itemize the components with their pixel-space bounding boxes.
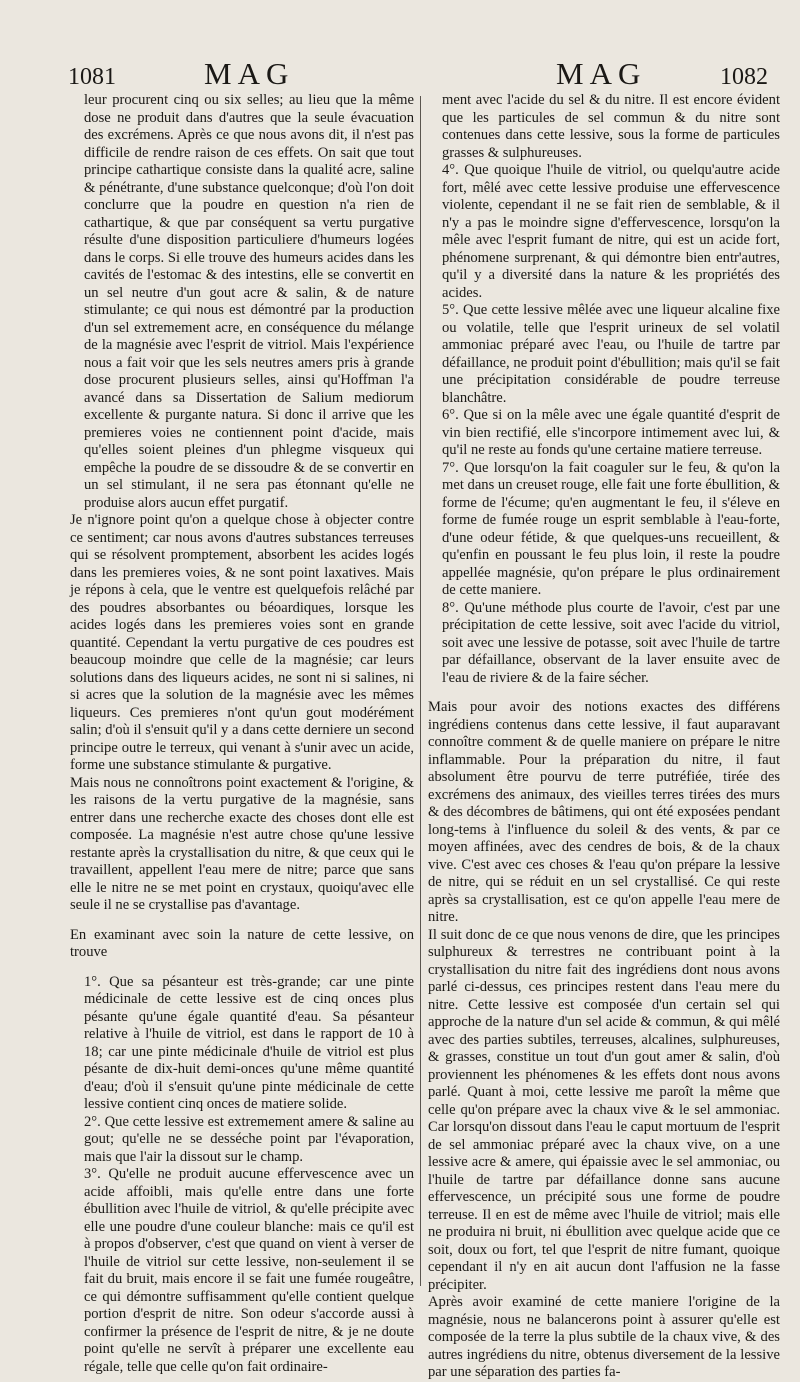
page-number-left: 1081 xyxy=(68,64,116,90)
paragraph: Mais pour avoir des notions exactes des différens ingrédiens contenus dans cette lessive, il faut auparavant connoître comment & de quelle maniere on prépare le nitre inflammable. Pour la préparation du nitre, il faut absolument être pourvu de terre putréfiée, tirée des excrémens des animaux, des vieilles terres tirées des murs & des décombres de bâtimens, qui ont été exposées pendant long-tems à l'influence du soleil & des vents, & par ce moyen affinées, avec des cendres de bois, & de la chaux vive. C'est avec ces choses & l'eau qu'on prépare la lessive de nitre, qui se réduit en un sel crystallisé. Ce qui reste après sa crystallisation, est ce qu'on appelle l'eau mere de nitre. xyxy=(428,699,780,925)
paragraph: ment avec l'acide du sel & du nitre. Il est encore évident que les particules de sel commun & du nitre sont contenues dans cette lessive, sous la forme de particules grasses & sulphureuses. xyxy=(442,92,780,161)
column-divider xyxy=(420,96,421,1286)
paragraph: Mais nous ne connoîtrons point exactement & l'origine, & les raisons de la vertu purgative de la magnésie, sans entrer dans une recherche exacte des choses dont elle est composée. La magnésie n'est autre chose qu'une lessive restante après la crystallisation du nitre, & que ceux qui le travaillent, appellent l'eau mere de nitre; parce que sans elle le nitre ne se met point en crystaux, quoiqu'avec elle seule il ne se crystallise pas d'avantage. xyxy=(70,774,414,913)
headword-right: MAG xyxy=(556,56,647,91)
paragraph: 5°. Que cette lessive mêlée avec une liqueur alcaline fixe ou volatile, telle que l'esprit urineux de sel volatil ammoniac préparé avec l'eau, ou l'huile de tartre par défaillance, ne produit point d'ébullition; mais qu'il se fait une précipitation considérable de poudre terreuse blanchâtre. xyxy=(442,302,780,406)
left-column xyxy=(70,92,414,1375)
paragraph: 2°. Que cette lessive est extremement amere & saline au gout; qu'elle ne se desséche point par l'évaporation, mais que l'air la dissout sur le champ. xyxy=(84,1113,414,1165)
headword-left: MAG xyxy=(204,56,295,91)
paragraph: 1°. Que sa pésanteur est très-grande; car une pinte médicinale de cette lessive est de cinq onces plus pésante qu'une égale quantité d'eau. Sa pésanteur relative à l'huile de vitriol, est dans le rapport de 10 à 18; car une pinte médicinale d'huile de vitriol est plus pésante de dix-huit demi-onces qu'une même quantité d'eau; d'où il s'ensuit qu'une pinte médicinale de cette lessive contient cinq onces de matiere solide. xyxy=(84,973,414,1112)
paragraph: 3°. Qu'elle ne produit aucune effervescence avec un acide affoibli, mais qu'elle entre dans une forte ébullition avec l'huile de vitriol, & qu'elle précipite avec elle une poudre d'une couleur blanche: mais ce qu'il est à propos d'observer, c'est que quand on vient à verser de l'huile de vitriol sur cette lessive, non-seulement il se fait du bruit, mais encore il se fait une fumée rougeâtre, ce qui démontre suffisamment qu'elle contient quelque portion d'esprit de nitre. Son odeur s'accorde aussi à confirmer la présence de l'esprit de nitre, & je ne doute point qu'elle ne servît à préparer une excellente eau régale, telle que celle qu'on fait ordinaire- xyxy=(84,1166,414,1375)
paragraph: leur procurent cinq ou six selles; au lieu que la même dose ne produit dans d'autres que la seule évacuation des excrémens. Après ce que nous avons dit, il n'est pas difficile de rendre raison de ces effets. On sait que tout principe cathartique consiste dans la qualité acre, saline & pénétrante, d'une substance quelconque; d'où l'on doit conclurre que la poudre en question n'a rien de cathartique, & que par conséquent sa vertu purgative résulte d'une disposition particuliere d'humeurs logées dans le corps. Si elle trouve des humeurs acides dans les cavités de l'estomac & des intestins, elle se convertit en un sel neutre d'un gout acre & salin, & de nature stimulante; ce qui nous est démontré par la production d'un sel extremement acre, en conséquence du mélange de la magnésie avec l'esprit de vitriol. Mais l'expérience nous a fait voir que les sels neutres amers pris à grande dose procurent plusieurs selles, ainsi qu'Hoffman l'a avancé dans sa Dissertation de Salium mediorum excellente & purgante natura. Si donc il arrive que les premieres voies ne contiennent point d'acide, mais qu'elles soient pleines d'un phlegme visqueux qui empêche la poudre de se dissoudre & de se convertir en un sel stimulant, il ne sera pas étonnant qu'elle ne produise alors aucun effet purgatif. xyxy=(84,92,414,511)
right-column xyxy=(428,92,780,1380)
paragraph: 4°. Que quoique l'huile de vitriol, ou quelqu'autre acide fort, mêlé avec cette lessive produise une effervescence violente, cependant il ne se fait rien de semblable, & il n'y a pas le moindre signe d'effervescence, lorsqu'on la mêle avec l'esprit fumant de nitre, qui est un acide fort, phénomene surprenant, & qui démontre bien entr'autres, qu'il y a diversité dans la nature & les propriétés des acides. xyxy=(442,162,780,301)
paragraph: 8°. Qu'une méthode plus courte de l'avoir, c'est par une précipitation de cette lessive, soit avec l'acide du vitriol, soit avec une lessive de potasse, soit avec l'huile de tartre par défaillance, observant de la laver ensuite avec de l'eau de riviere & de la faire sécher. xyxy=(442,599,780,686)
page-number-right: 1082 xyxy=(720,64,768,90)
running-header xyxy=(0,56,800,96)
paragraph: Après avoir examiné de cette maniere l'origine de la magnésie, nous ne balancerons point à assurer qu'elle est composée de la terre la plus subtile de la chaux vive, & des autres ingrédiens du nitre, obtenus diversement de la lessive par une séparation des parties fa- xyxy=(428,1294,780,1380)
paragraph: Je n'ignore point qu'on a quelque chose à objecter contre ce sentiment; car nous avons d'autres substances terreuses qui se résolvent promptement, absorbent les acides logés dans les premieres voies, & ne sont point laxatives. Mais je répons à cela, que le ventre est quelquefois relâché par des poudres absorbantes ou béoardiques, lorsque les acides logés dans les premieres voies sont en grande quantité. Cependant la vertu purgative de ces poudres est beaucoup moindre que celle de la magnésie; car leurs solutions dans des liqueurs acides, ne sont ni si salines, ni si acres que la solution de la magnésie avec les mêmes liqueurs. Ces premieres n'ont qu'un gout modérément salin; d'où il s'ensuit qu'il y a dans cette derniere un second principe outre le terreux, qui venant à s'unir avec un acide, forme une substance stimulante & purgative. xyxy=(70,512,414,773)
paragraph: Il suit donc de ce que nous venons de dire, que les principes sulphureux & terrestres ne contribuant point à la crystallisation du nitre fait des ingrédiens dont nous avons parlé ci-dessus, ces principes restent dans l'eau mere du nitre. Cette lessive est composée d'un certain sel qui approche de la nature d'un sel acide & commun, & qui mêlé avec des parties subtiles, terreuses, alcalines, sulphureuses, & grasses, constitue un tout d'un gout amer & salin, d'où proviennent les phénomenes & les effets dont nous avons parlé. Quant à moi, cette lessive me paroît la même que celle qu'on prépare avec la chaux vive & le sel ammoniac. Car lorsqu'on dissout dans l'eau le caput mortuum de l'esprit de sel ammoniac préparé avec la chaux vive, on a une lessive acre & amere, qui épaissie avec le sel ammoniac, ou l'huile de tartre par défaillance donne sans aucune effervescence, un précipité sous une forme de poudre terreuse. Il en est de même avec l'huile de vitriol; mais elle ne produira ni bruit, ni ébullition avec quelque acide que ce soit, doux ou fort, tel que l'esprit de nitre fumant, quoique cependant il n'y en ait aucun dont l'affusion ne la fasse précipiter. xyxy=(428,926,780,1293)
paragraph: 6°. Que si on la mêle avec une égale quantité d'esprit de vin bien rectifié, elle s'incorpore intimement avec lui, & qu'il ne reste au fonds qu'une certaine matiere terreuse. xyxy=(442,407,780,458)
paragraph: 7°. Que lorsqu'on la fait coaguler sur le feu, & qu'on la met dans un creuset rouge, elle fait une forte ébullition, & forme de l'écume; qu'en augmentant le feu, il s'éleve en forme de fumée rouge un esprit semblable à l'eau-forte, d'une odeur fétide, & que quelques-uns recueillent, & qu'enfin en poussant le feu plus loin, il reste la poudre appellée magnésie, qu'on prépare le plus ordinairement de cette maniere. xyxy=(442,459,780,598)
paragraph: En examinant avec soin la nature de cette lessive, on trouve xyxy=(70,926,414,960)
